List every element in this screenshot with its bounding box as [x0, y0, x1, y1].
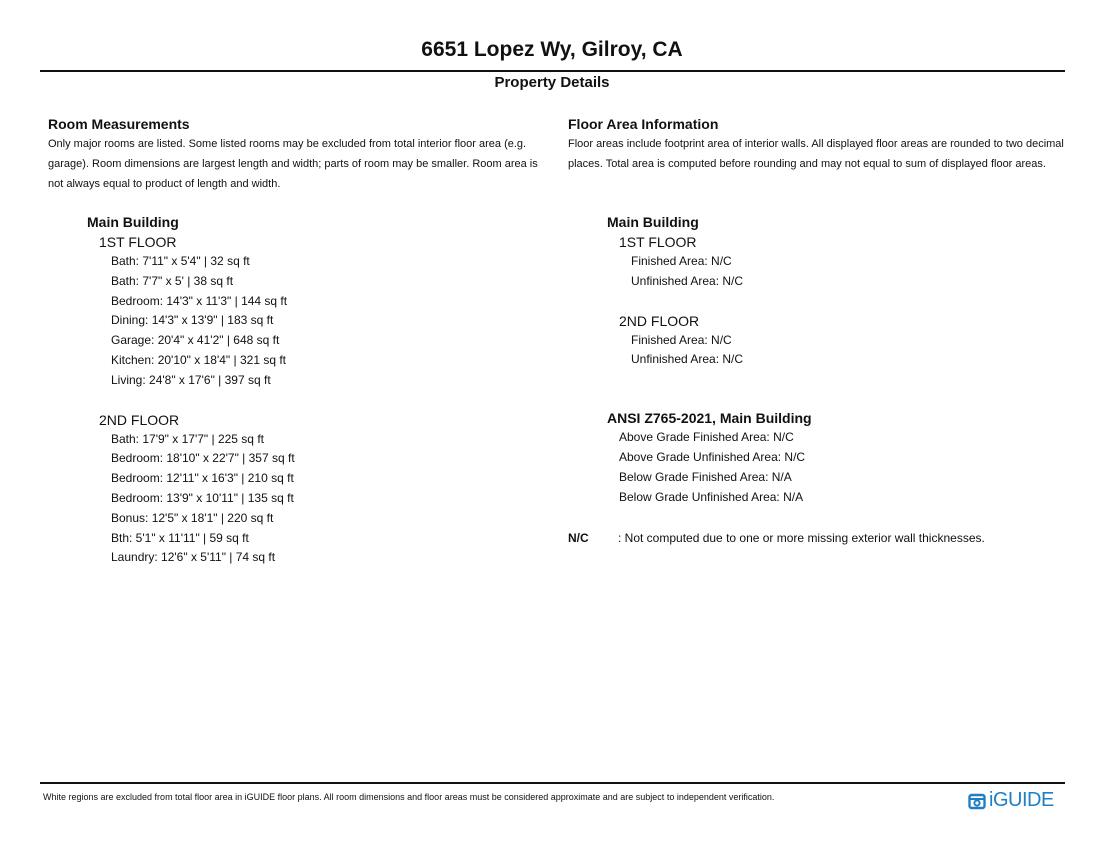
ansi-item: Below Grade Unfinished Area: N/A [619, 489, 804, 504]
floor-area-description: Floor areas include footprint area of interior walls. All displayed floor areas are rounded to two decimal places. Total area is computed before rounding and may not equal to sum of displayed floor areas. [568, 138, 1064, 170]
room-item: Bath: 7'11" x 5'4" | 32 sq ft [111, 254, 250, 268]
room-item: Laundry: 12'6" x 5'11" | 74 sq ft [111, 550, 276, 565]
nc-legend [568, 531, 985, 545]
room-item: Living: 24'8" x 17'6" | 397 sq ft [111, 372, 271, 387]
floor-area-list [607, 212, 812, 507]
room-item: Bath: 17'9" x 17'7" | 225 sq ft [111, 431, 264, 446]
room-measurements-description: Only major rooms are listed. Some listed rooms may be excluded from total interior floor area (e.g. garage). Room dimensions are largest length and width; parts of room may be smaller. Room area is not always equal to product of length and width. [48, 138, 538, 190]
ansi-item: Above Grade Finished Area: N/C [619, 430, 794, 445]
floor-area-section [568, 115, 1073, 174]
area-item: Unfinished Area: N/C [631, 352, 744, 367]
room-item: Bth: 5'1" x 11'11" | 59 sq ft [111, 530, 249, 545]
room-item: Garage: 20'4" x 41'2" | 648 sq ft [111, 333, 280, 348]
floor-name: 1ST FLOOR [619, 234, 697, 250]
room-item: Bedroom: 12'11" x 16'3" | 210 sq ft [111, 471, 294, 486]
floor-name: 2ND FLOOR [619, 312, 700, 329]
nc-legend-key: N/C [568, 531, 589, 545]
ansi-item: Below Grade Finished Area: N/A [619, 469, 792, 484]
room-item: Bedroom: 14'3" x 11'3" | 144 sq ft [111, 293, 288, 308]
footer-disclaimer: White regions are excluded from total floor area in iGUIDE floor plans. All room dimensions and floor areas must be considered approximate and are subject to independent verification. [43, 792, 775, 802]
page-title: 6651 Lopez Wy, Gilroy, CA [421, 38, 683, 61]
footer-divider [40, 782, 1065, 784]
room-list [87, 212, 295, 568]
page-subtitle: Property Details [494, 74, 610, 91]
floor-name: 2ND FLOOR [99, 411, 180, 428]
title-divider [40, 70, 1065, 72]
room-measurements-section [48, 115, 543, 194]
floor-name: 1ST FLOOR [99, 234, 177, 250]
room-measurements-heading: Room Measurements [48, 116, 190, 132]
nc-legend-text: : Not computed due to one or more missing exterior wall thicknesses. [618, 531, 985, 545]
room-item: Kitchen: 20'10" x 18'4" | 321 sq ft [111, 352, 286, 367]
iguide-logo-text: iGUIDE [989, 789, 1054, 811]
area-item: Unfinished Area: N/C [631, 273, 744, 288]
ansi-heading: ANSI Z765-2021, Main Building [607, 410, 812, 427]
building-name: Main Building [87, 214, 179, 230]
iguide-logo [968, 789, 1054, 812]
area-item: Finished Area: N/C [631, 332, 732, 347]
room-item: Bedroom: 18'10" x 22'7" | 357 sq ft [111, 451, 295, 466]
iguide-camera-icon [968, 792, 986, 810]
ansi-item: Above Grade Unfinished Area: N/C [619, 449, 806, 464]
building-name: Main Building [607, 214, 699, 230]
area-item: Finished Area: N/C [631, 254, 732, 268]
room-item: Bonus: 12'5" x 18'1" | 220 sq ft [111, 510, 274, 525]
floor-area-heading: Floor Area Information [568, 116, 719, 132]
room-item: Dining: 14'3" x 13'9" | 183 sq ft [111, 313, 274, 328]
room-item: Bath: 7'7" x 5' | 38 sq ft [111, 273, 234, 288]
room-item: Bedroom: 13'9" x 10'11" | 135 sq ft [111, 490, 294, 505]
